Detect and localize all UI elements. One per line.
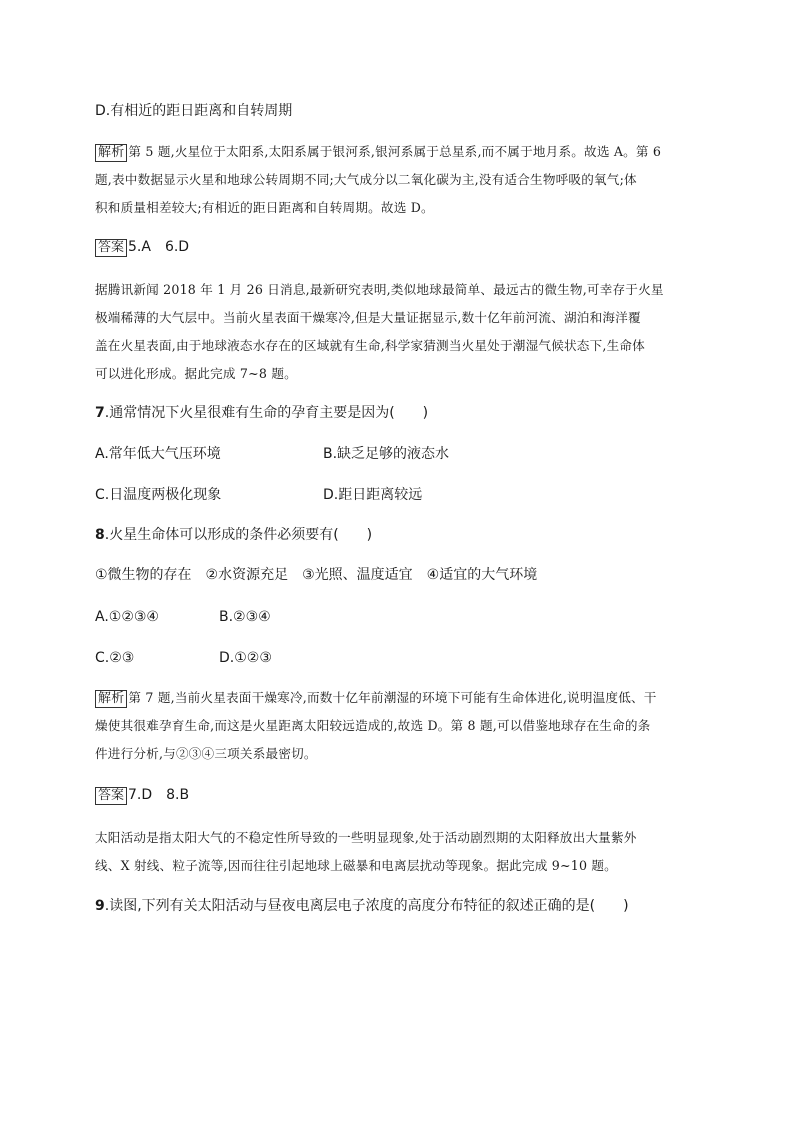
analysis-tag: 解析 — [95, 690, 127, 708]
q8-option-d: D.①②③ — [219, 650, 272, 666]
q8-option-c: C.②③ — [95, 650, 135, 666]
q8-number: 8 — [95, 527, 105, 543]
analysis-7-8-line3: 件进行分析,与②③④三项关系最密切。 — [95, 746, 317, 761]
analysis-7-8-line1: 解析 第 7 题,当前火星表面干燥寒冷,而数十亿年前潮湿的环境下可能有生命体进化,说明温度低、干 — [95, 689, 657, 708]
passage-7-8-line2: 极端稀薄的大气层中。当前火星表面干燥寒冷,但是大量证据显示,数十亿年前河流、湖泊和海洋覆 — [95, 310, 641, 325]
q7-option-a: A.常年低大气压环境 — [95, 446, 221, 462]
q8-stem: 8.火星生命体可以形成的条件必须要有( ) — [95, 527, 373, 543]
q7-option-b: B.缺乏足够的液态水 — [323, 446, 450, 462]
passage-7-8-line1: 据腾讯新闻 2018 年 1 月 26 日消息,最新研究表明,类似地球最简单、最远古的微生物,可幸存于火星 — [95, 282, 664, 297]
q6-option-d: D.有相近的距日距离和自转周期 — [95, 103, 293, 119]
q8-option-a: A.①②③④ — [95, 609, 159, 625]
analysis-5-6-line2: 题,表中数据显示火星和地球公转周期不同;大气成分以二氧化碳为主,没有适合生物呼吸的氧气;体 — [95, 172, 637, 187]
q7-option-c: C.日温度两极化现象 — [95, 487, 222, 503]
q7-stem: 7.通常情况下火星很难有生命的孕育主要是因为( ) — [95, 405, 429, 421]
q7-option-d: D.距日距离较远 — [323, 487, 423, 503]
passage-9-10-line2: 线、X 射线、粒子流等,因而往往引起地球上磁暴和电离层扰动等现象。据此完成 9~10 题。 — [95, 858, 617, 873]
analysis-5-6-line3: 积和质量相差较大;有相近的距日距离和自转周期。故选 D。 — [95, 200, 434, 215]
analysis-5-6-line1: 解析 第 5 题,火星位于太阳系,太阳系属于银河系,银河系属于总星系,而不属于地月系。故选 A。第 6 — [95, 143, 661, 162]
analysis-tag: 解析 — [95, 144, 127, 162]
q9-stem: 9.读图,下列有关太阳活动与昼夜电离层电子浓度的高度分布特征的叙述正确的是( ) — [95, 898, 629, 914]
answer-tag: 答案 — [95, 239, 127, 257]
q9-number: 9 — [95, 898, 105, 914]
analysis-7-8-line2: 燥使其很难孕育生命,而这是火星距离太阳较远造成的,故选 D。第 8 题,可以借鉴地球存在生命的条 — [95, 718, 651, 733]
passage-7-8-line4: 可以进化形成。据此完成 7~8 题。 — [95, 366, 297, 381]
answer-tag: 答案 — [95, 787, 127, 805]
answer-7-8: 答案 7.D 8.B — [95, 786, 189, 805]
q8-option-b: B.②③④ — [219, 609, 271, 625]
passage-7-8-line3: 盖在火星表面,由于地球液态水存在的区域就有生命,科学家猜测当火星处于潮湿气候状态下,生命体 — [95, 338, 645, 353]
q8-conditions: ①微生物的存在 ②水资源充足 ③光照、温度适宜 ④适宜的大气环境 — [95, 567, 538, 583]
q7-number: 7 — [95, 405, 105, 421]
answer-5-6: 答案 5.A 6.D — [95, 238, 189, 257]
passage-9-10-line1: 太阳活动是指太阳大气的不稳定性所导致的一些明显现象,处于活动剧烈期的太阳释放出大量紫外 — [95, 830, 637, 845]
